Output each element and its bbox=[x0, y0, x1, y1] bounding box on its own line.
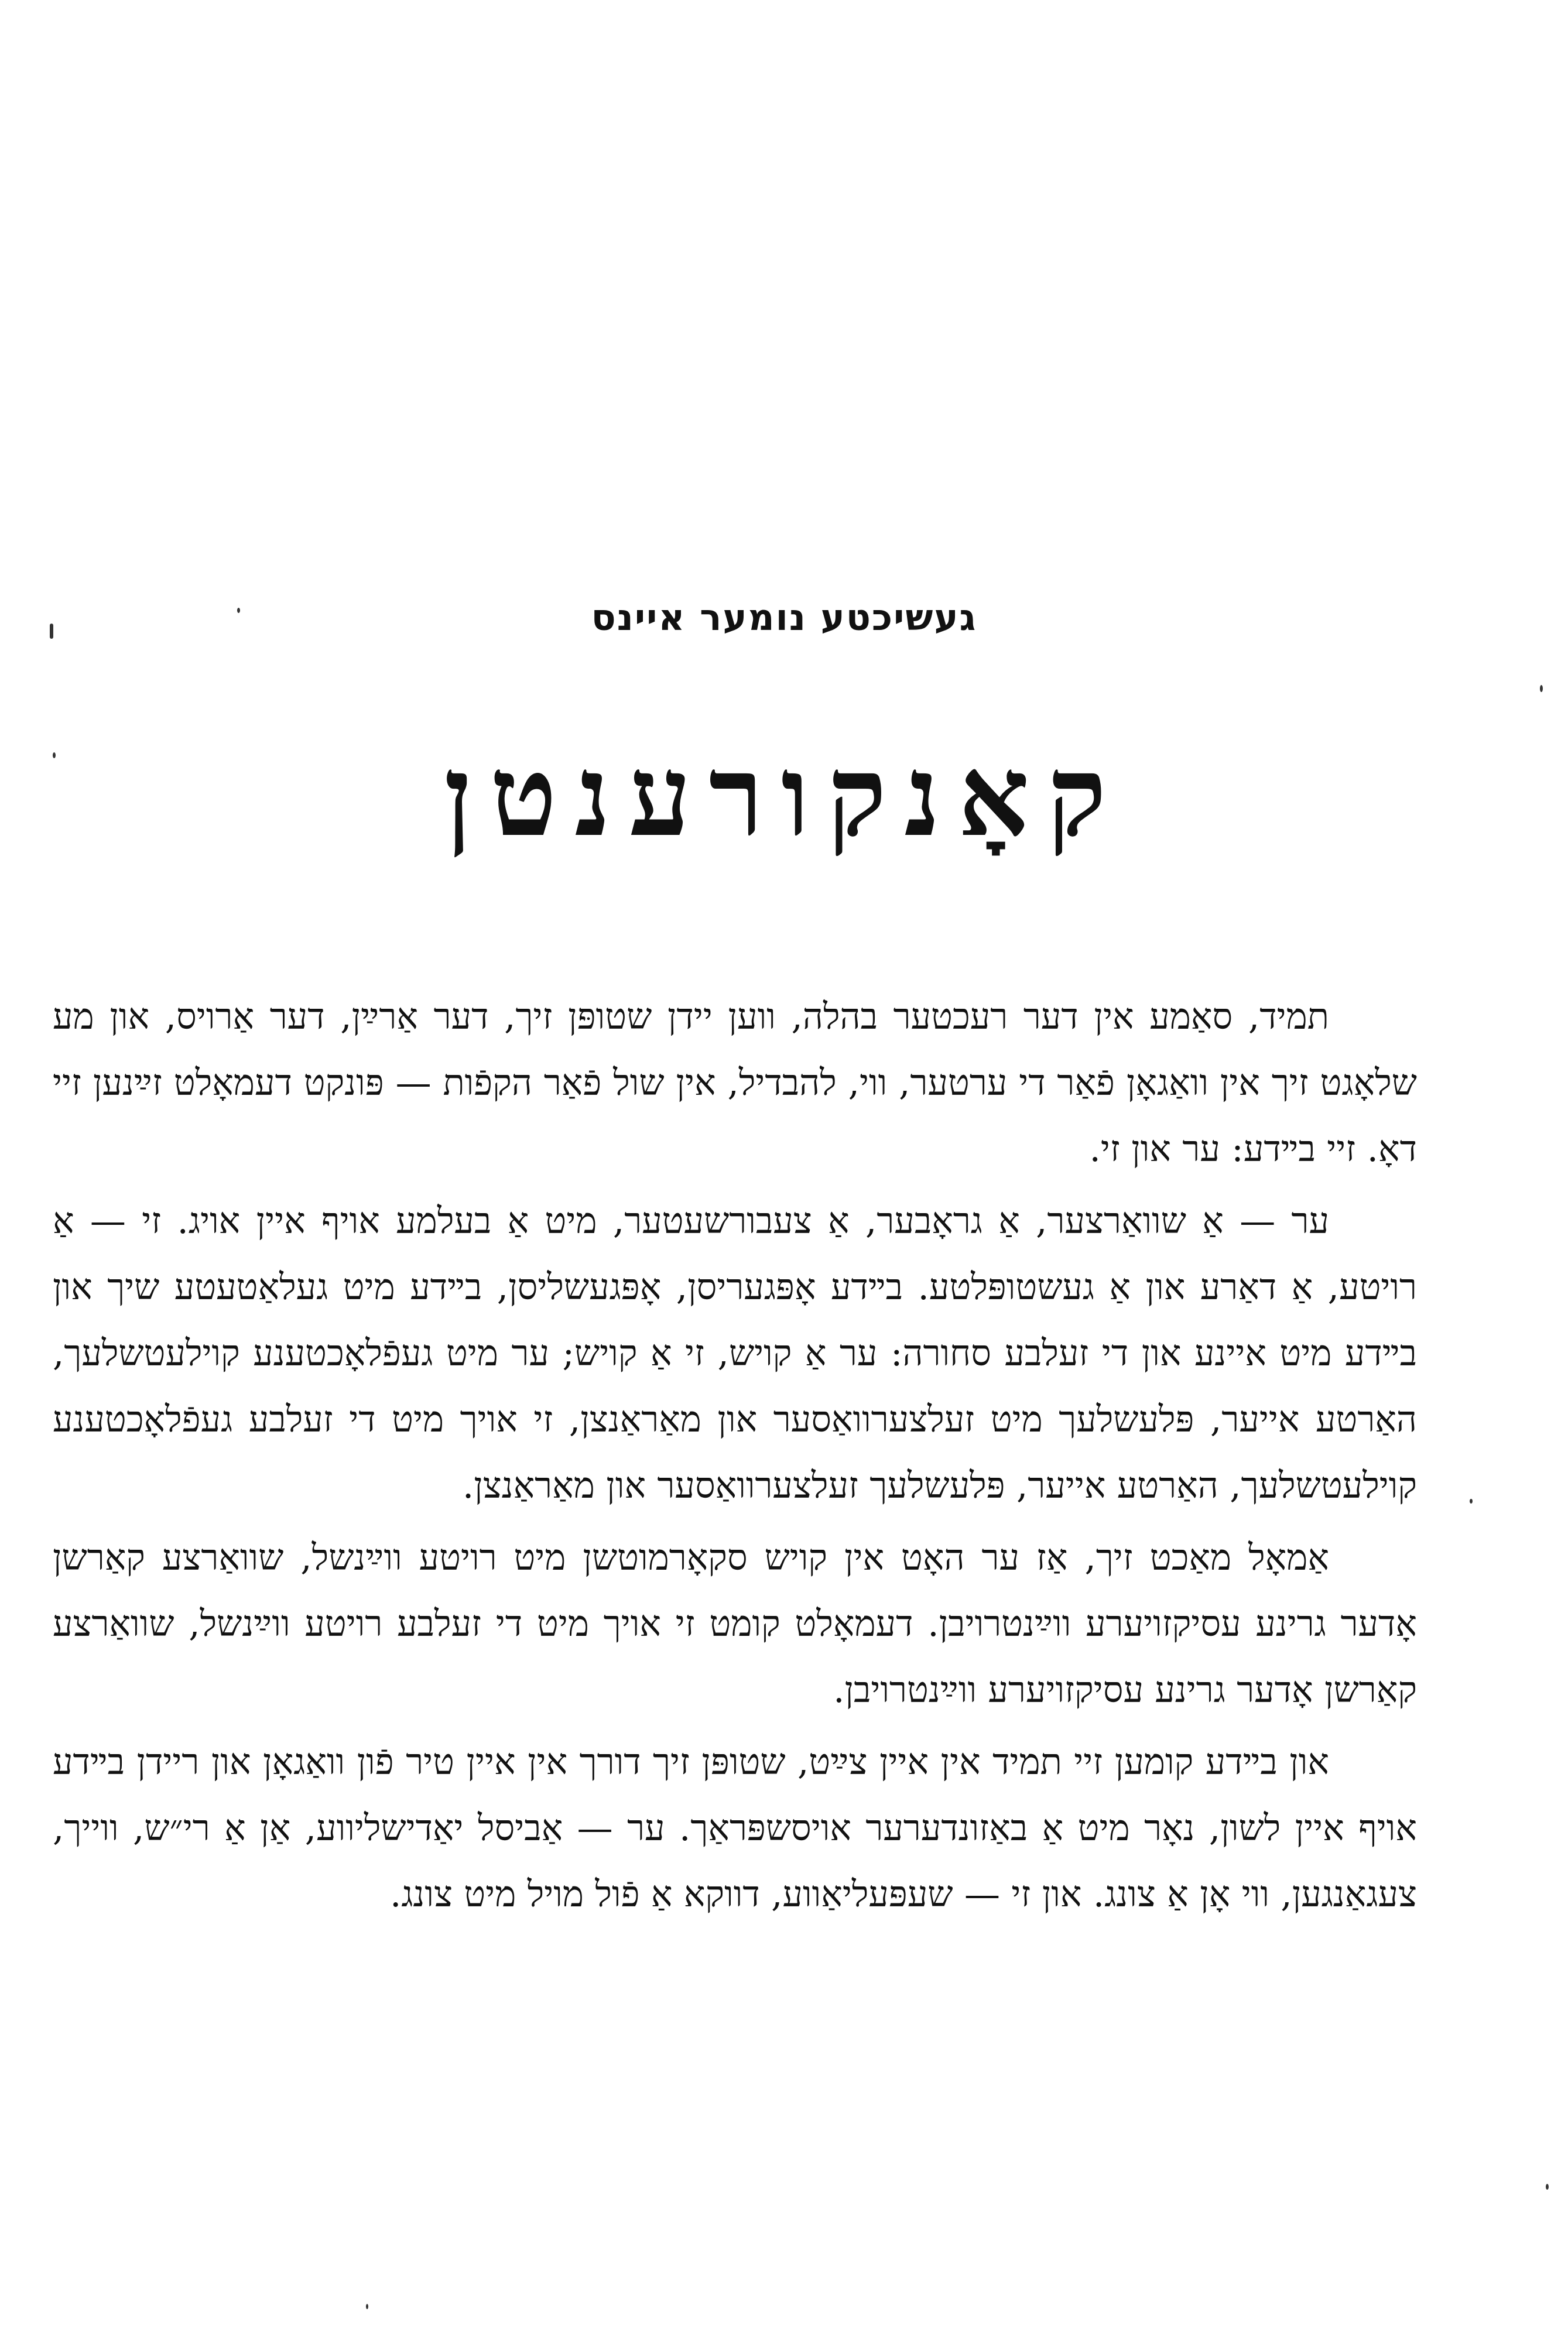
scan-speck bbox=[53, 752, 56, 758]
scan-speck bbox=[366, 2304, 368, 2309]
scan-speck bbox=[1540, 685, 1543, 692]
paragraph-4: און בײדע קומען זיי תמיד אין איין צײַט, שטופּן זיך דורך אין איין טיר פֿון וואַגאָן און ריידן בײדע אויף איין לשון, נאָר מיט אַ באַזונדערער אויסשפּראַך. ער — אַביסל יאַדישליווע, אַן אַ רי״ש, ווייך, צעגאַנגען, ווי אָן אַ צונג. און זי — שעפּעליאַווע, דווקא אַ פֿול מויל מיט צונג. bbox=[53, 1741, 1417, 1915]
scan-speck bbox=[50, 624, 53, 639]
scan-speck bbox=[1546, 2184, 1549, 2190]
paragraph-3: אַמאָל מאַכט זיך, אַז ער האָט אין קויש סקאָרמוטשן מיט רויטע ווײַנשל, שוואַרצע קאַרשן אָדער גרינע עסיקזויערע ווײַנטרויבן. דעמאָלט קומט זי אויך מיט די זעלבע רויטע ווײַנשל, שוואַרצע קאַרשן אָדער גרינע עסיקזויערע ווײַנטרויבן. bbox=[53, 1537, 1417, 1711]
scan-speck bbox=[1470, 1499, 1473, 1504]
story-body bbox=[53, 984, 1417, 1933]
story-title: קאָנקורענטן bbox=[444, 731, 1124, 861]
paragraph-1: תמיד, סאַמע אין דער רעכטער בהלה, ווען יידן שטופּן זיך, דער אַרײַן, דער אַרויס, און מע שלאָגט זיך אין וואַגאָן פֿאַר די ערטער, ווי, להבדיל, אין שול פֿאַר הקפֿות — פּונקט דעמאָלט זײַנען זיי דאָ. זיי בײדע: ער און זי. bbox=[53, 996, 1417, 1170]
paragraph-2: ער — אַ שוואַרצער, אַ גראָבער, אַ צעבורשעטער, מיט אַ בעלמע אויף איין אויג. זי — אַ רויטע, אַ דאַרע און אַ געשטופּלטע. בײדע אָפּגעריסן, אָפּגעשליסן, בײדע מיט געלאַטעטע שיך און בײדע מיט איינע און די זעלבע סחורה: ער אַ קויש, זי אַ קויש; ער מיט געפֿלאָכטענע קוילעטשלעך, האַרטע אייער, פּלעשלעך מיט זעלצערוואַסער און מאַראַנצן, זי אויך מיט די זעלבע געפֿלאָכטענע קוילעטשלעך, האַרטע אייער, פּלעשלעך זעלצערוואַסער און מאַראַנצן. bbox=[53, 1200, 1417, 1506]
scan-speck bbox=[237, 608, 240, 613]
story-subtitle: געשיכטע נומער איינס bbox=[591, 596, 977, 639]
